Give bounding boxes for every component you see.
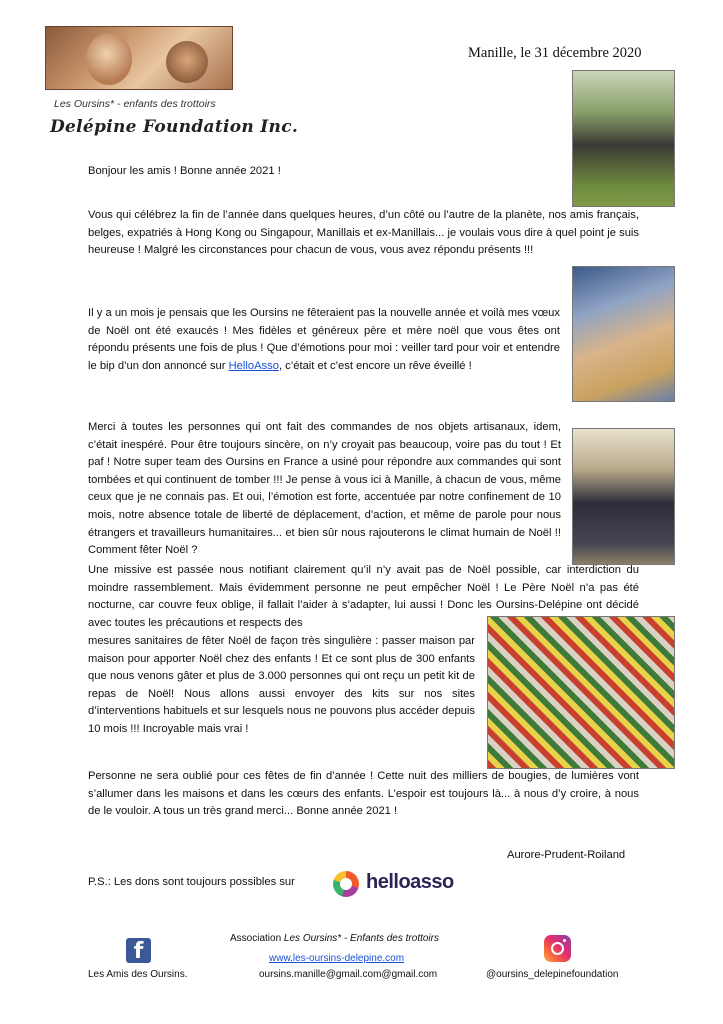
instagram-handle: @oursins_delepinefoundation: [486, 969, 619, 980]
photo-boy-with-tshirt: [572, 428, 675, 565]
photo-meal-kits: [487, 616, 675, 769]
paragraph-3b: Une missive est passée nous notifiant clairement qu’il n’y avait pas de Noël possible, car interdiction du moindre rassemblement. Mais évidemment personne ne peut empêcher Noël ! Le Père Noël n’a pas été nocturne, car couvre feux oblige, il fallait l’aider à s’adapter, lui aussi ! Donc les Oursins-Delépine ont décidé avec toutes les précautions et respects des: [88, 564, 639, 629]
association-name: Les Oursins* - Enfants des trottoirs: [283, 933, 439, 944]
postscript: P.S.: Les dons sont toujours possibles sur: [88, 876, 295, 888]
facebook-label: Les Amis des Oursins.: [88, 969, 188, 980]
association-line: [230, 933, 490, 944]
paragraph-3a: Merci à toutes les personnes qui ont fait des commandes de nos objets artisanaux, idem, c’était inespéré. Pour être toujours sincère, on n’y croyait pas beaucoup, voire pas du tout ! Et paf ! Notre super team des Oursins en France a usiné pour répondre aux commandes qui sont tombées et qui continuent de tomber !!! Je pense à vous ici à Manille, à chacun de vous, même ceux que je ne connais pas. Et oui, l’émotion est forte, accentuée par notre confinement de 10 mois, notre absence totale de liberté de déplacement, d’action, et même de parole pour nous étrangers et travailleurs humanitaires... et bien sûr nous rajouterons le climat humain de Noël !! Comment fêter Noël ?: [88, 421, 561, 557]
letter-date: Manille, le 31 décembre 2020: [468, 45, 642, 61]
signature: Aurore-Prudent-Roiland: [507, 849, 626, 861]
facebook-icon[interactable]: f: [126, 938, 151, 963]
helloasso-wordmark[interactable]: helloasso: [366, 871, 454, 893]
org-subtitle: Les Oursins* - enfants des trottoirs: [54, 98, 216, 110]
helloasso-link[interactable]: HelloAsso: [228, 359, 279, 372]
helloasso-logo-icon[interactable]: [333, 871, 359, 897]
teddy-bear-image: [166, 41, 208, 83]
greeting: Bonjour les amis ! Bonne année 2021 !: [88, 165, 281, 177]
association-prefix: Association: [230, 933, 282, 944]
website-link[interactable]: www.les-oursins-delepine.com: [269, 953, 405, 964]
paragraph-3c: mesures sanitaires de fêter Noël de façon très singulière : passer maison par maison pour apporter Noël chez des enfants ! Et ce sont plus de 300 enfants que nous venons gâter et plus de 3.000 personnes qui ont reçu un petit kit de repas de Noël! Nous allons aussi envoyer des kits sur nos sites d’interventions habituels et sur lesquels nous ne pouvons plus accéder depuis 10 mois !!! Incroyable mais vrai !: [88, 635, 475, 735]
paragraph-4: Personne ne sera oublié pour ces fêtes de fin d’année ! Cette nuit des milliers de bougies, de lumières vont s’allumer dans les maisons et dans les cœurs des enfants. L’espoir est toujours là... à nous d’y croire, à nous de le vouloir. A tous un très grand merci... Bonne année 2021 !: [88, 770, 639, 818]
instagram-icon[interactable]: [544, 935, 571, 962]
child-face-image: [86, 33, 132, 85]
photo-buffalo: [572, 70, 675, 207]
paragraph-2-text-a: Il y a un mois je pensais que les Oursins ne fêteraient pas la nouvelle année et voilà mes vœux de Noël ont été exaucés ! Mes fidèles et généreux père et mère noël que vous êtes ont répondu présents une fois de plus ! Que d’émotions pour moi : veiller tard pour voir et entendre le bip d’un don annoncé sur: [88, 307, 560, 372]
photo-child-with-toy: [572, 266, 675, 402]
foundation-name: Delépine Foundation Inc.: [50, 117, 299, 137]
paragraph-2: [88, 305, 560, 375]
paragraph-2-text-b: , c’était et c’est encore un rêve éveillé !: [278, 359, 472, 372]
logo-photo: [45, 26, 233, 90]
email-address: oursins.manille@gmail.com@gmail.com: [259, 969, 438, 980]
paragraph-1: Vous qui célébrez la fin de l’année dans quelques heures, d’un côté ou l’autre de la planète, nos amis français, belges, expatriés à Hong Kong ou Singapour, Manillais et ex-Manillais... je voulais vous dire à quel point je suis heureuse ! Malgré les circonstances pour chacun de vous, vous avez répondu présents !!!: [88, 209, 639, 257]
